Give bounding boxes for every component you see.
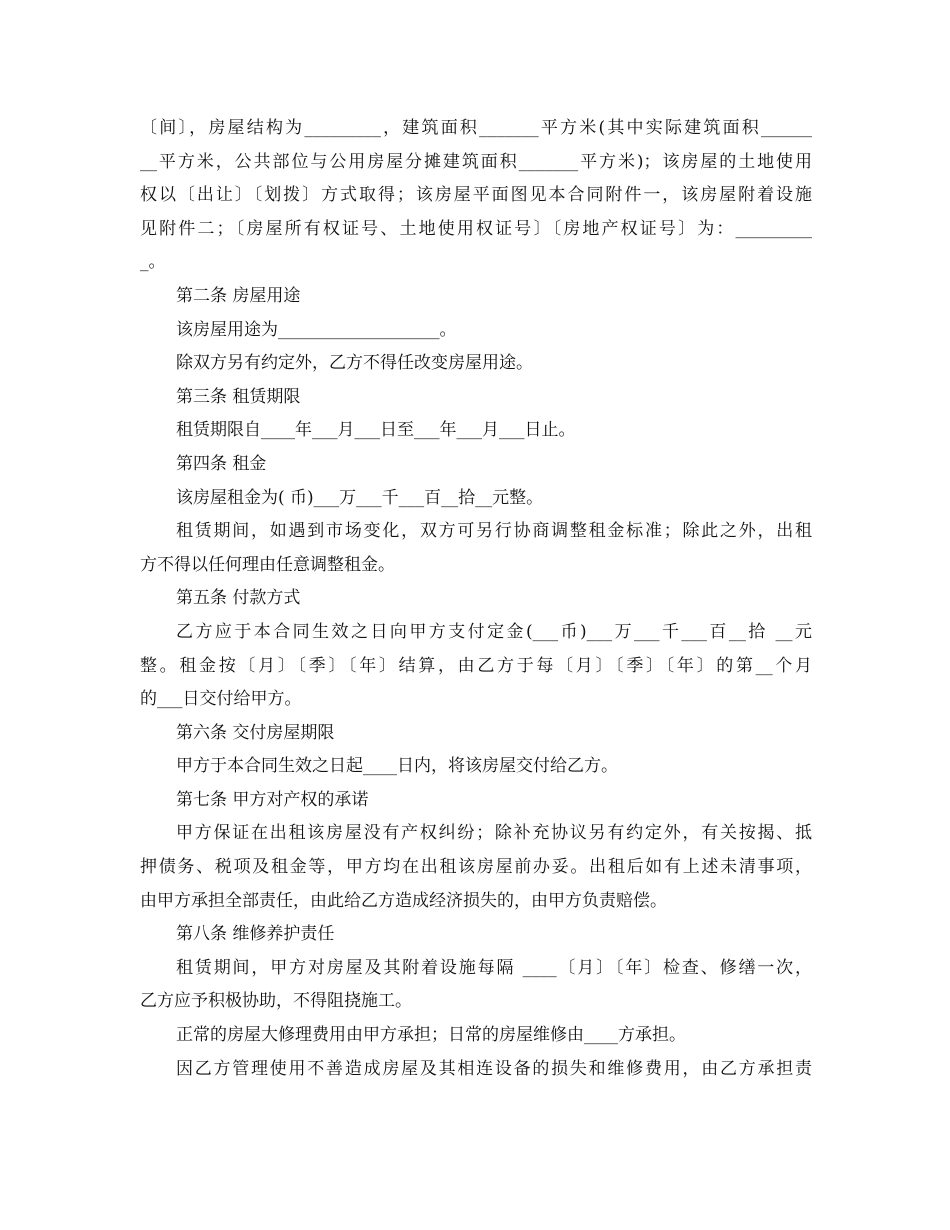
text-line: _。 xyxy=(140,252,166,273)
text-line: 租赁期限自____年___月___日至___年___月___日止。 xyxy=(176,420,576,441)
text-line: 甲方保证在出租该房屋没有产权纠纷；除补充协议另有约定外，有关按揭、抵 xyxy=(176,823,812,844)
article-heading: 第二条 房屋用途 xyxy=(176,285,301,306)
text-line: 押债务、税项及租金等，甲方均在出租该房屋前办妥。出租后如有上述未清事项， xyxy=(140,857,812,878)
text-line: 该房屋租金为( 币)___万___千___百__拾__元整。 xyxy=(176,487,544,508)
text-line: 租赁期间，甲方对房屋及其附着设施每隔 ____〔月〕〔年〕检查、修缮一次， xyxy=(176,957,812,978)
text-line: 〔间〕，房屋结构为_________，建筑面积_______平方米(其中实际建筑面积______ xyxy=(140,118,812,138)
article-heading: 第三条 租赁期限 xyxy=(176,386,301,407)
article-heading: 第五条 付款方式 xyxy=(176,588,301,609)
text-line: __平方米，公共部位与公用房屋分摊建筑面积_______平方米)；该房屋的土地使用 xyxy=(140,151,812,172)
text-line: 甲方于本合同生效之日起____日内，将该房屋交付给乙方。 xyxy=(176,756,618,777)
text-line: 由甲方承担全部责任，由此给乙方造成经济损失的，由甲方负责赔偿。 xyxy=(140,890,667,911)
text-line: 乙方应于本合同生效之日向甲方支付定金(___币)___万___千___百__拾 __元 xyxy=(176,621,812,642)
article-heading: 第八条 维修养护责任 xyxy=(176,924,335,945)
text-line: 除双方另有约定外，乙方不得任改变房屋用途。 xyxy=(176,353,533,374)
text-line: 整。租金按〔月〕〔季〕〔年〕结算，由乙方于每〔月〕〔季〕〔年〕的第__个月 xyxy=(140,655,812,676)
text-line: 权以〔出让〕〔划拨〕方式取得；该房屋平面图见本合同附件一，该房屋附着设施 xyxy=(140,185,812,206)
text-line: 乙方应予积极协助，不得阻挠施工。 xyxy=(140,991,412,1012)
article-heading: 第四条 租金 xyxy=(176,453,267,474)
text-line: 的___日交付给甲方。 xyxy=(140,689,302,710)
article-heading: 第七条 甲方对产权的承诺 xyxy=(176,789,369,810)
text-line: 租赁期间，如遇到市场变化，双方可另行协商调整租金标准；除此之外，出租 xyxy=(176,521,812,542)
text-line: 方不得以任何理由任意调整租金。 xyxy=(140,554,395,575)
article-heading: 第六条 交付房屋期限 xyxy=(176,722,335,743)
text-line: 因乙方管理使用不善造成房屋及其相连设备的损失和维修费用，由乙方承担责 xyxy=(176,1058,812,1079)
document-page xyxy=(140,112,812,1086)
text-line: 见附件二；〔房屋所有权证号、土地使用权证号〕〔房地产权证号〕为：_________ xyxy=(140,218,812,239)
text-line: 该房屋用途为___________________。 xyxy=(176,319,457,340)
text-line: 正常的房屋大修理费用由甲方承担；日常的房屋维修由____方承担。 xyxy=(176,1025,686,1046)
